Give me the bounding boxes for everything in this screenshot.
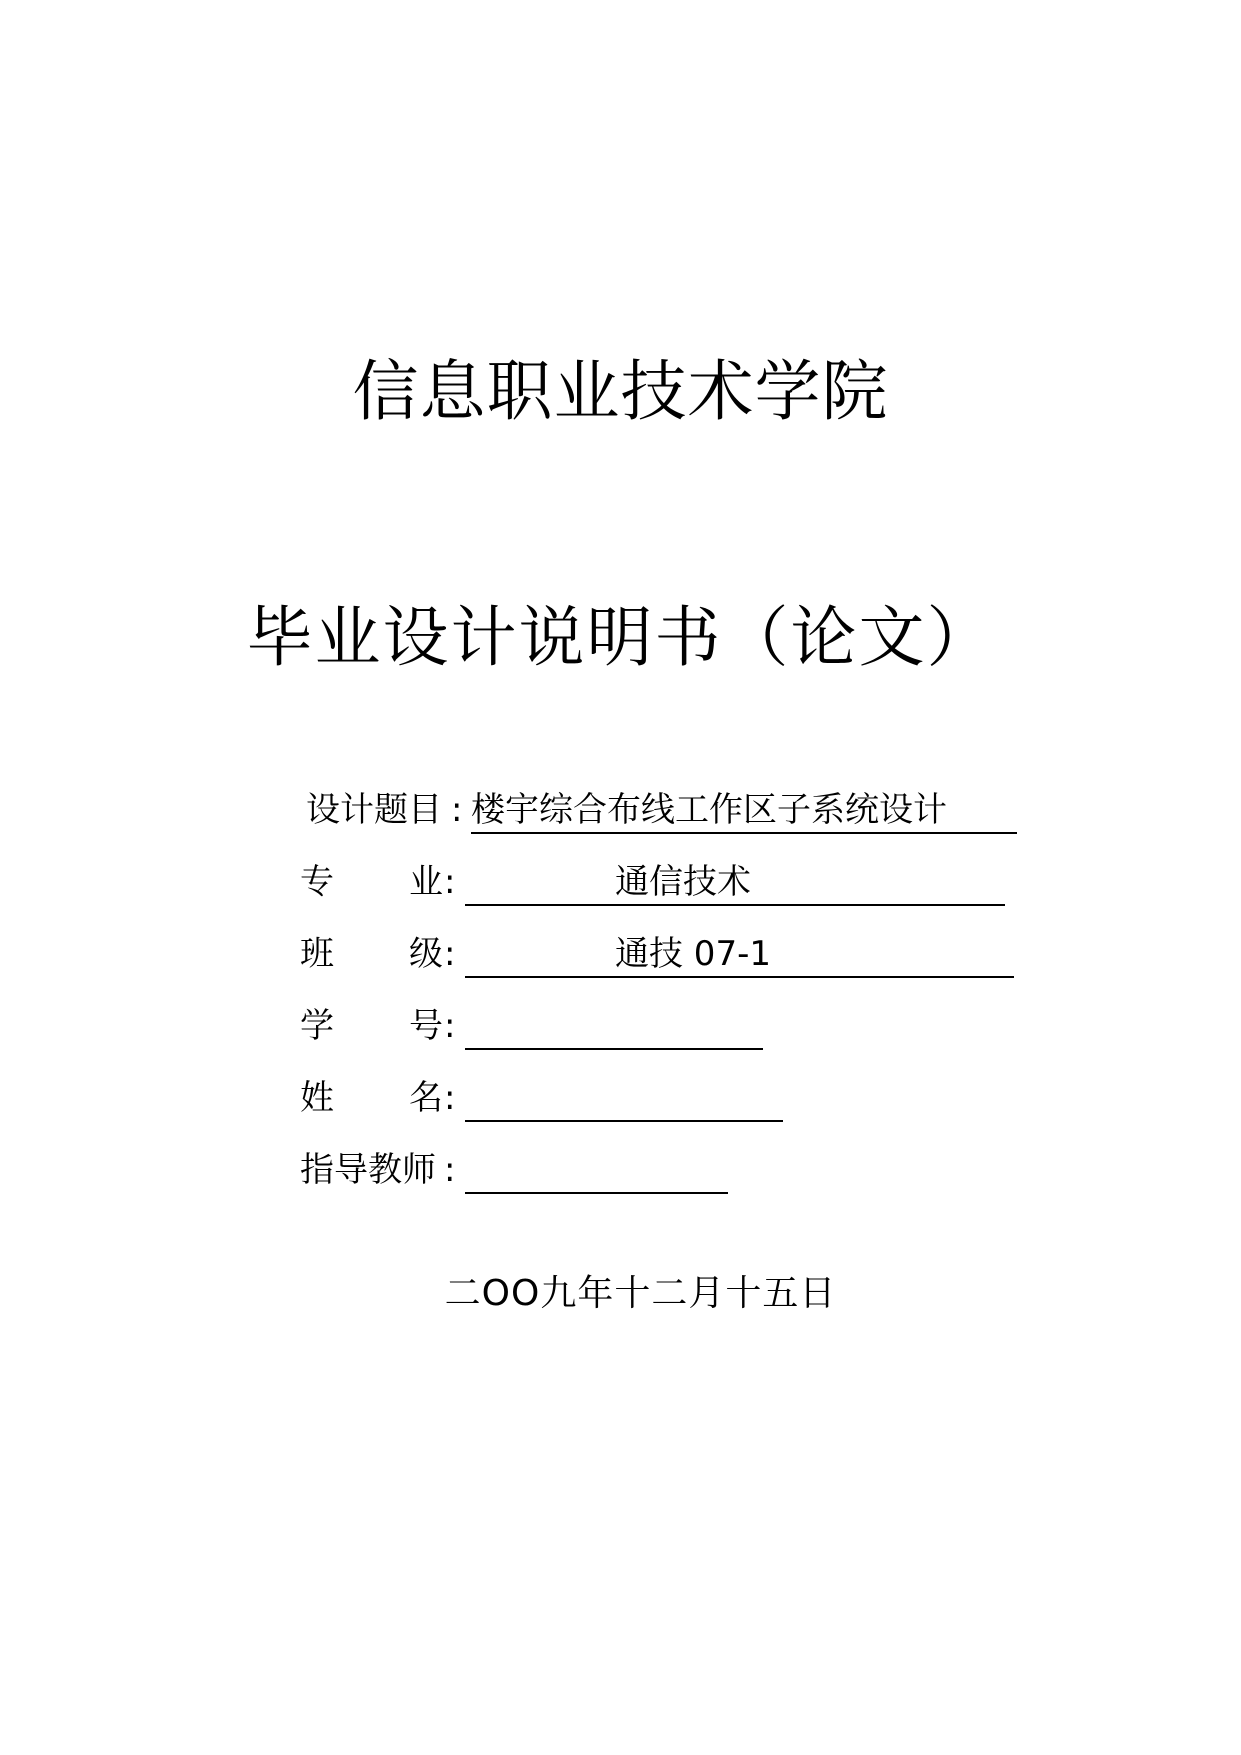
submission-date: 二OO九年十二月十五日 <box>444 1273 837 1314</box>
advisor-field <box>465 1148 728 1194</box>
class-label-char-2: 级 <box>409 934 443 974</box>
topic-field <box>471 788 1017 834</box>
student-id-colon: : <box>444 1006 456 1046</box>
topic-colon: : <box>451 790 463 830</box>
student-id-label-char-2: 号 <box>409 1006 443 1046</box>
student-id-label-char-1: 学 <box>300 1006 334 1046</box>
topic-label: 设计题目 <box>306 790 442 830</box>
student-id-row <box>300 1004 1020 1048</box>
document-title: 毕业设计说明书（论文） <box>246 599 995 676</box>
topic-row <box>306 788 1026 832</box>
advisor-colon: : <box>444 1150 456 1190</box>
major-colon: : <box>444 862 456 902</box>
school-name: 信息职业技术学院 <box>352 353 889 430</box>
advisor-label: 指导教师 <box>300 1150 436 1190</box>
class-field <box>465 932 1014 978</box>
advisor-row <box>300 1148 1020 1192</box>
name-field <box>465 1076 783 1122</box>
class-colon: : <box>444 934 456 974</box>
class-label-char-1: 班 <box>300 934 334 974</box>
major-value: 通信技术 <box>615 862 751 902</box>
name-row <box>300 1076 1020 1120</box>
name-label-char-2: 名 <box>409 1078 443 1118</box>
class-row <box>300 932 1020 976</box>
name-label-char-1: 姓 <box>300 1078 334 1118</box>
major-label-char-1: 专 <box>300 862 334 902</box>
major-label-char-2: 业 <box>409 862 443 902</box>
name-colon: : <box>444 1078 456 1118</box>
student-id-field <box>465 1004 763 1050</box>
topic-value: 楼宇综合布线工作区子系统设计 <box>471 790 947 830</box>
major-field <box>465 860 1005 906</box>
major-row <box>300 860 1020 904</box>
class-value: 通技 07-1 <box>615 934 771 974</box>
